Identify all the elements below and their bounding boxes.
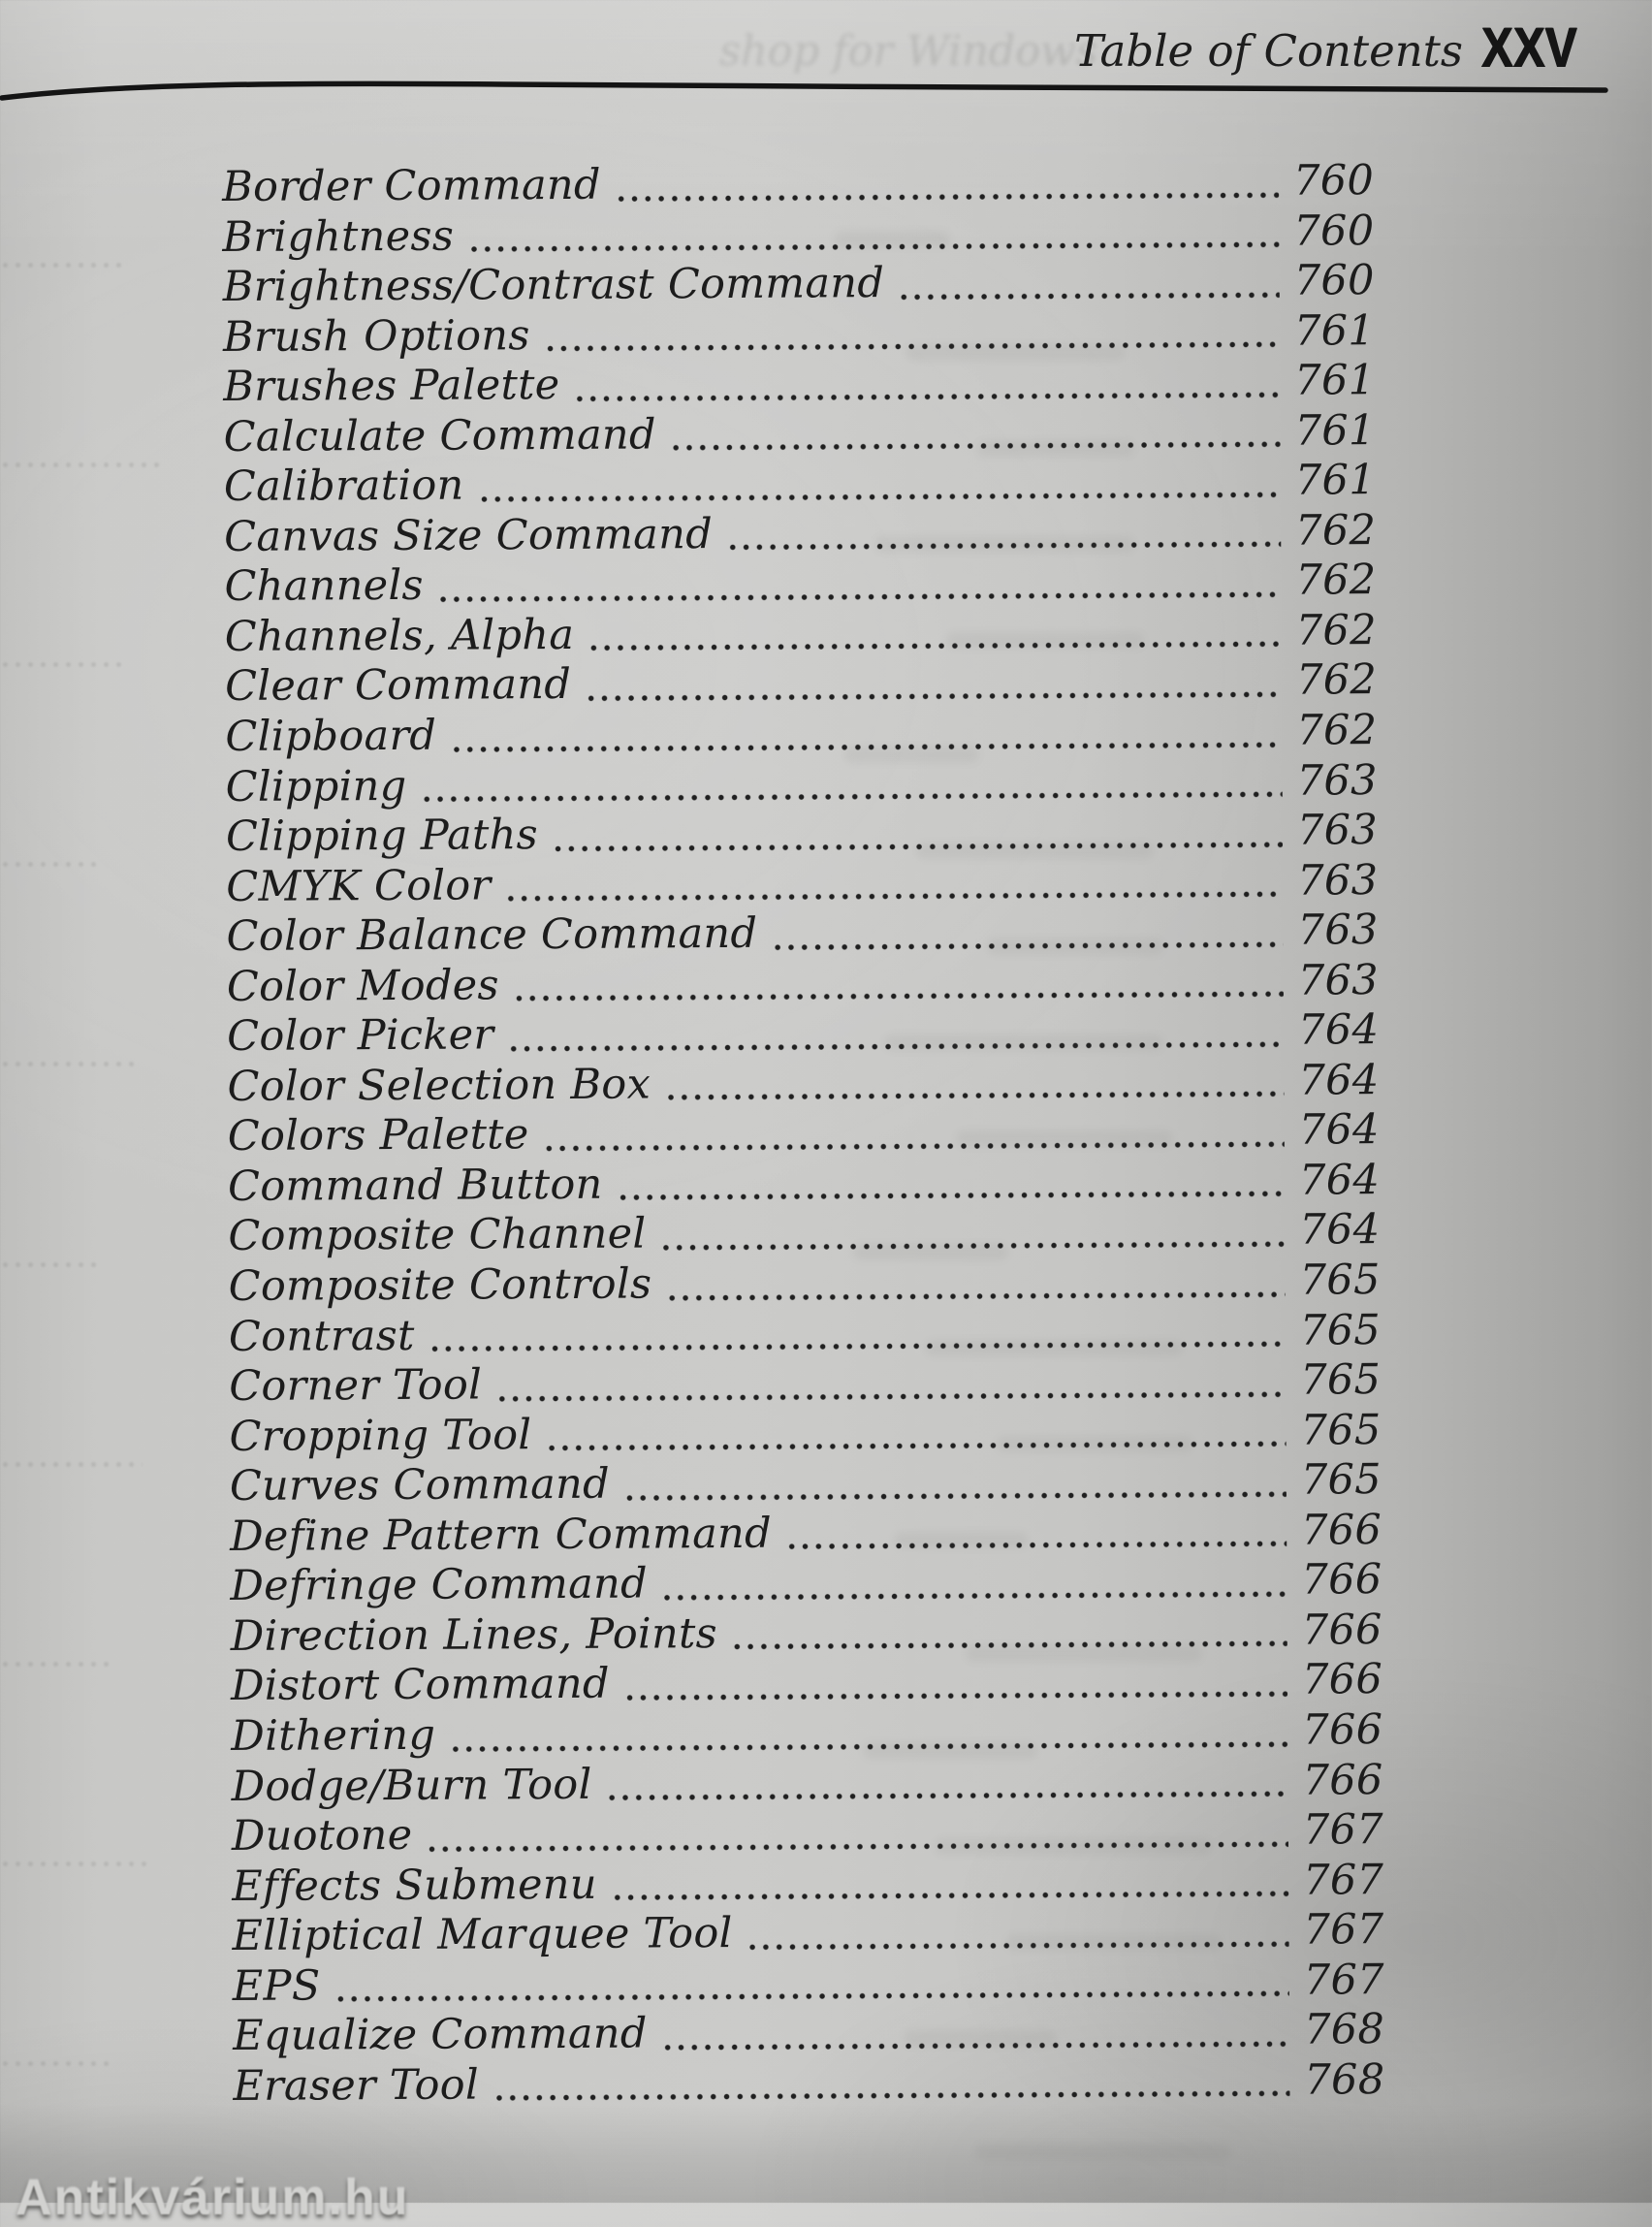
toc-entry-page: 766: [1301, 1555, 1382, 1605]
toc-entry: [228, 1106, 1380, 1162]
toc-entry: [224, 557, 1376, 613]
toc-entry: [231, 1606, 1382, 1662]
toc-entry-page: 764: [1298, 1105, 1380, 1156]
toc-entry: [232, 1805, 1383, 1861]
toc-entry-title: Curves Command: [229, 1459, 611, 1511]
toc-entry: [231, 1656, 1382, 1712]
toc-entry-page: 765: [1299, 1305, 1382, 1355]
toc-entry: [230, 1506, 1382, 1562]
toc-entry-page: 761: [1294, 456, 1377, 505]
dotted-leader: [617, 190, 1279, 203]
toc-entry-page: 768: [1304, 2054, 1385, 2105]
toc-entry: [223, 406, 1375, 462]
toc-entry: [233, 2005, 1384, 2061]
dotted-leader: [515, 990, 1284, 1003]
toc-entry-page: 763: [1297, 855, 1379, 906]
dotted-leader: [547, 1440, 1286, 1452]
toc-entry-page: 766: [1301, 1605, 1382, 1655]
dotted-leader: [494, 2089, 1290, 2103]
dotted-leader: [619, 1190, 1286, 1202]
toc-entry-title: Clear Command: [224, 660, 572, 712]
toc-entry: [231, 1705, 1382, 1762]
toc-entry-page: 765: [1299, 1256, 1381, 1305]
dotted-leader: [554, 840, 1283, 852]
toc-entry-title: Channels, Alpha: [224, 610, 575, 661]
toc-entry-title: Dithering: [231, 1710, 436, 1761]
toc-entry-page: 764: [1298, 1055, 1380, 1105]
dotted-leader: [587, 690, 1282, 703]
toc-entry-page: 768: [1303, 2005, 1385, 2054]
toc-entry: [227, 956, 1379, 1012]
toc-entry: [225, 706, 1377, 762]
dotted-leader: [663, 1590, 1287, 1603]
toc-entry-title: Brightness: [222, 211, 455, 262]
dotted-leader: [336, 1989, 1289, 2004]
dotted-leader: [423, 790, 1283, 804]
toc-entry-title: Eraser Tool: [233, 2060, 480, 2111]
toc-entry-title: Calculate Command: [223, 410, 656, 461]
toc-entry: [227, 1056, 1379, 1112]
dotted-leader: [663, 2039, 1290, 2052]
toc-entry-title: Brush Options: [222, 310, 530, 362]
toc-entry-title: Cropping Tool: [229, 1410, 532, 1461]
toc-entry-page: 765: [1300, 1355, 1382, 1405]
toc-entry-title: Elliptical Marquee Tool: [232, 1909, 733, 1961]
toc-entry-page: 762: [1296, 706, 1378, 755]
toc-entry: [225, 606, 1377, 662]
dotted-leader: [497, 1389, 1286, 1403]
toc-entry: [223, 306, 1375, 363]
toc-entry: [224, 506, 1376, 562]
toc-entry-page: 760: [1293, 256, 1375, 305]
toc-entry: [228, 1206, 1380, 1262]
toc-entry: [232, 1905, 1383, 1961]
toc-entry: [222, 207, 1374, 263]
toc-entry-page: 762: [1295, 606, 1377, 655]
toc-entry: [233, 2055, 1384, 2112]
toc-entry-page: 762: [1295, 556, 1377, 606]
toc-entry: [229, 1355, 1381, 1412]
dotted-leader: [666, 1090, 1284, 1102]
toc-entry: [222, 156, 1374, 212]
toc-entry-page: 763: [1297, 906, 1379, 955]
toc-entry-title: Canvas Size Command: [224, 509, 714, 561]
toc-entry-title: Color Modes: [226, 961, 499, 1011]
toc-entry-title: Equalize Command: [232, 2009, 648, 2061]
dotted-leader: [506, 890, 1283, 904]
bleed-through-running-head: shop for Windows: [719, 27, 1098, 76]
toc-entry-page: 761: [1293, 305, 1376, 356]
toc-entry: [232, 1756, 1383, 1812]
toc-entry-title: Contrast: [228, 1311, 415, 1361]
toc-entry-page: 767: [1302, 1805, 1384, 1855]
toc-entry-title: Dodge/Burn Tool: [231, 1760, 592, 1811]
toc-list: [222, 156, 1385, 2112]
toc-entry-page: 762: [1295, 655, 1378, 706]
toc-entry-title: Direction Lines, Points: [230, 1608, 718, 1661]
running-header-title: Table of Contents: [1074, 25, 1463, 77]
toc-entry: [226, 806, 1378, 862]
toc-entry-page: 766: [1301, 1505, 1382, 1555]
toc-entry: [228, 1156, 1380, 1212]
toc-entry-title: Distort Command: [230, 1660, 610, 1711]
toc-entry-title: Command Button: [227, 1160, 603, 1211]
dotted-leader: [430, 1340, 1286, 1353]
toc-entry-page: 763: [1297, 955, 1380, 1005]
toc-entry-page: 761: [1294, 405, 1376, 456]
toc-entry-page: 766: [1302, 1705, 1383, 1755]
dotted-leader: [576, 390, 1281, 402]
toc-entry-page: 760: [1293, 206, 1375, 256]
toc-entry-title: Duotone: [231, 1810, 413, 1861]
toc-entry: [223, 256, 1375, 312]
dotted-leader: [546, 340, 1280, 353]
toc-entry-title: Color Selection Box: [227, 1060, 651, 1111]
toc-entry: [223, 356, 1375, 412]
toc-entry-page: 767: [1303, 1955, 1384, 2005]
toc-entry-title: EPS: [232, 1961, 321, 2011]
toc-entry-page: 765: [1300, 1405, 1382, 1455]
toc-entry-title: Color Picker: [227, 1010, 494, 1062]
toc-entry-title: Defringe Command: [230, 1559, 649, 1611]
dotted-leader: [589, 640, 1282, 652]
dotted-leader: [773, 939, 1283, 951]
toc-entry: [227, 1005, 1379, 1062]
toc-entry-page: 761: [1294, 356, 1376, 405]
toc-entry-title: Composite Channel: [228, 1209, 647, 1261]
dotted-leader: [613, 1890, 1288, 1902]
toc-entry-title: Clipboard: [225, 711, 437, 762]
toc-entry-page: 766: [1302, 1755, 1383, 1805]
toc-entry-title: Color Balance Command: [226, 909, 758, 962]
watermark: Antikvárium.hu: [16, 2170, 410, 2226]
dotted-leader: [625, 1489, 1287, 1502]
toc-entry: [224, 456, 1376, 512]
dotted-leader: [428, 1839, 1288, 1853]
toc-entry: [225, 656, 1377, 713]
dotted-leader: [900, 290, 1280, 301]
toc-entry-page: 764: [1298, 1156, 1381, 1205]
dotted-leader: [451, 1739, 1287, 1753]
toc-entry-title: Calibration: [223, 461, 464, 512]
dotted-leader: [667, 1289, 1285, 1302]
toc-entry-page: 766: [1301, 1655, 1383, 1705]
toc-entry-title: Brightness/Contrast Command: [222, 259, 885, 312]
toc-entry-title: Effects Submenu: [232, 1860, 597, 1911]
toc-entry: [226, 856, 1378, 912]
toc-entry-title: Channels: [224, 561, 424, 612]
toc-entry-title: Clipping: [225, 761, 407, 811]
toc-entry-title: CMYK Color: [226, 861, 492, 911]
dotted-leader: [452, 740, 1282, 753]
dotted-leader: [608, 1790, 1288, 1802]
toc-entry: [226, 906, 1378, 962]
toc-entry: [233, 1956, 1384, 2012]
toc-entry: [229, 1406, 1381, 1462]
toc-entry-title: Corner Tool: [229, 1360, 483, 1412]
dotted-leader: [509, 1040, 1284, 1054]
toc-entry-page: 763: [1296, 755, 1378, 806]
toc-entry: [226, 756, 1378, 812]
folio-page-number: XXV: [1481, 16, 1577, 80]
toc-entry-page: 762: [1295, 505, 1377, 556]
toc-entry-page: 764: [1298, 1005, 1380, 1055]
dotted-leader: [625, 1690, 1287, 1702]
dotted-leader: [733, 1639, 1287, 1651]
dotted-leader: [439, 590, 1282, 604]
dotted-leader: [480, 491, 1281, 504]
toc-entry-title: Clipping Paths: [225, 811, 539, 862]
toc-entry-page: 765: [1300, 1455, 1382, 1505]
toc-entry: [229, 1306, 1381, 1362]
toc-entry-title: Border Command: [222, 160, 601, 211]
toc-entry-page: 767: [1303, 1905, 1384, 1955]
dotted-leader: [748, 1939, 1289, 1951]
toc-entry-page: 760: [1292, 156, 1375, 206]
dotted-leader: [787, 1540, 1287, 1551]
toc-entry: [229, 1256, 1381, 1312]
dotted-leader: [728, 540, 1281, 552]
toc-entry-page: 767: [1303, 1855, 1384, 1905]
dotted-leader: [662, 1240, 1286, 1253]
toc-entry: [232, 1856, 1383, 1912]
toc-entry-title: Brushes Palette: [223, 361, 560, 412]
dotted-leader: [545, 1140, 1285, 1153]
dotted-leader: [469, 240, 1279, 254]
toc-entry-title: Define Pattern Command: [230, 1509, 773, 1561]
dotted-leader: [672, 440, 1281, 453]
toc-entry-title: Colors Palette: [227, 1110, 529, 1161]
toc-entry: [230, 1455, 1382, 1511]
toc-entry-page: 764: [1299, 1205, 1381, 1256]
toc-entry: [230, 1555, 1382, 1611]
toc-entry-title: Composite Controls: [228, 1259, 652, 1312]
toc-entry-page: 763: [1296, 806, 1379, 855]
